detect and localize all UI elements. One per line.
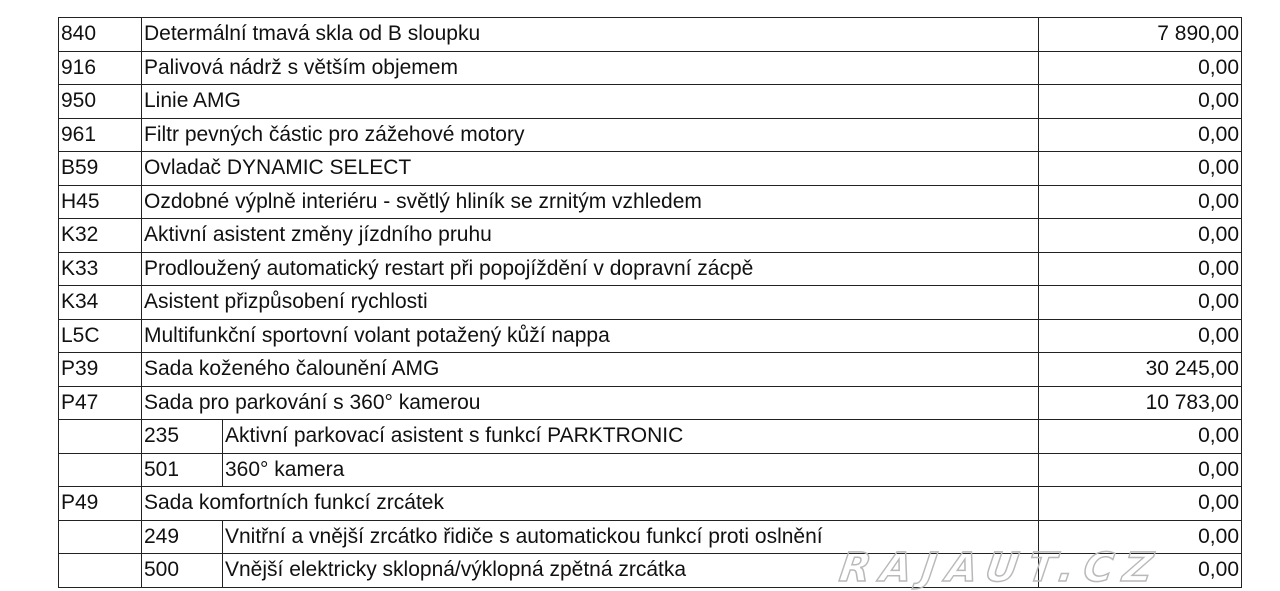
table-row [59,520,1242,554]
option-description-cell: Vnitřní a vnější zrcátko řidiče s automatickou funkcí proti oslnění [223,520,1039,554]
option-code-cell: P39 [59,353,142,387]
table-row [59,386,1242,420]
option-price-cell: 0,00 [1039,554,1242,588]
option-price-cell: 0,00 [1039,420,1242,454]
option-code-cell: B59 [59,152,142,186]
options-price-table [58,17,1242,588]
option-price-cell: 0,00 [1039,219,1242,253]
table-row [59,152,1242,186]
option-code-cell: 961 [59,118,142,152]
option-description-cell: Linie AMG [142,85,1039,119]
option-price-cell: 0,00 [1039,185,1242,219]
option-code-cell: 916 [59,51,142,85]
table-row [59,420,1242,454]
option-price-cell: 0,00 [1039,85,1242,119]
table-row [59,51,1242,85]
option-description-cell: Vnější elektricky sklopná/výklopná zpětná zrcátka [223,554,1039,588]
option-description-cell: Aktivní asistent změny jízdního pruhu [142,219,1039,253]
table-row [59,18,1242,52]
option-code-cell: P49 [59,487,142,521]
table-row [59,286,1242,320]
table-row [59,118,1242,152]
option-description-cell: Sada komfortních funkcí zrcátek [142,487,1039,521]
option-price-cell: 0,00 [1039,152,1242,186]
option-price-cell: 0,00 [1039,252,1242,286]
option-code-cell: K32 [59,219,142,253]
option-description-cell: Asistent přizpůsobení rychlosti [142,286,1039,320]
option-code-cell [59,554,142,588]
table-row [59,85,1242,119]
option-subcode-cell: 501 [142,453,223,487]
option-code-cell [59,453,142,487]
option-price-cell: 10 783,00 [1039,386,1242,420]
option-description-cell: Sada koženého čalounění AMG [142,353,1039,387]
option-subcode-cell: 249 [142,520,223,554]
option-description-cell: Ovladač DYNAMIC SELECT [142,152,1039,186]
option-code-cell [59,520,142,554]
table-row [59,252,1242,286]
option-description-cell: Filtr pevných částic pro zážehové motory [142,118,1039,152]
option-description-cell: 360° kamera [223,453,1039,487]
table-row [59,353,1242,387]
option-price-cell: 30 245,00 [1039,353,1242,387]
watermark-logo: RAJAUT.CZ [836,545,1166,591]
table-row [59,319,1242,353]
option-code-cell: 840 [59,18,142,52]
option-price-cell: 0,00 [1039,319,1242,353]
table-row [59,453,1242,487]
option-code-cell: L5C [59,319,142,353]
option-code-cell: K33 [59,252,142,286]
table-row [59,554,1242,588]
option-description-cell: Palivová nádrž s větším objemem [142,51,1039,85]
option-description-cell: Sada pro parkování s 360° kamerou [142,386,1039,420]
option-price-cell: 0,00 [1039,520,1242,554]
option-subcode-cell: 500 [142,554,223,588]
option-price-cell: 7 890,00 [1039,18,1242,52]
option-price-cell: 0,00 [1039,453,1242,487]
option-price-cell: 0,00 [1039,286,1242,320]
option-code-cell: H45 [59,185,142,219]
option-price-cell: 0,00 [1039,51,1242,85]
option-description-cell: Aktivní parkovací asistent s funkcí PARKTRONIC [223,420,1039,454]
table-row [59,219,1242,253]
option-description-cell: Prodloužený automatický restart při popojíždění v dopravní zácpě [142,252,1039,286]
option-description-cell: Determální tmavá skla od B sloupku [142,18,1039,52]
option-description-cell: Ozdobné výplně interiéru - světlý hliník se zrnitým vzhledem [142,185,1039,219]
table-row [59,487,1242,521]
option-code-cell: K34 [59,286,142,320]
table-row [59,185,1242,219]
option-code-cell: P47 [59,386,142,420]
option-price-cell: 0,00 [1039,118,1242,152]
option-subcode-cell: 235 [142,420,223,454]
option-description-cell: Multifunkční sportovní volant potažený kůží nappa [142,319,1039,353]
table-body [59,18,1242,588]
option-price-cell: 0,00 [1039,487,1242,521]
option-code-cell [59,420,142,454]
option-code-cell: 950 [59,85,142,119]
